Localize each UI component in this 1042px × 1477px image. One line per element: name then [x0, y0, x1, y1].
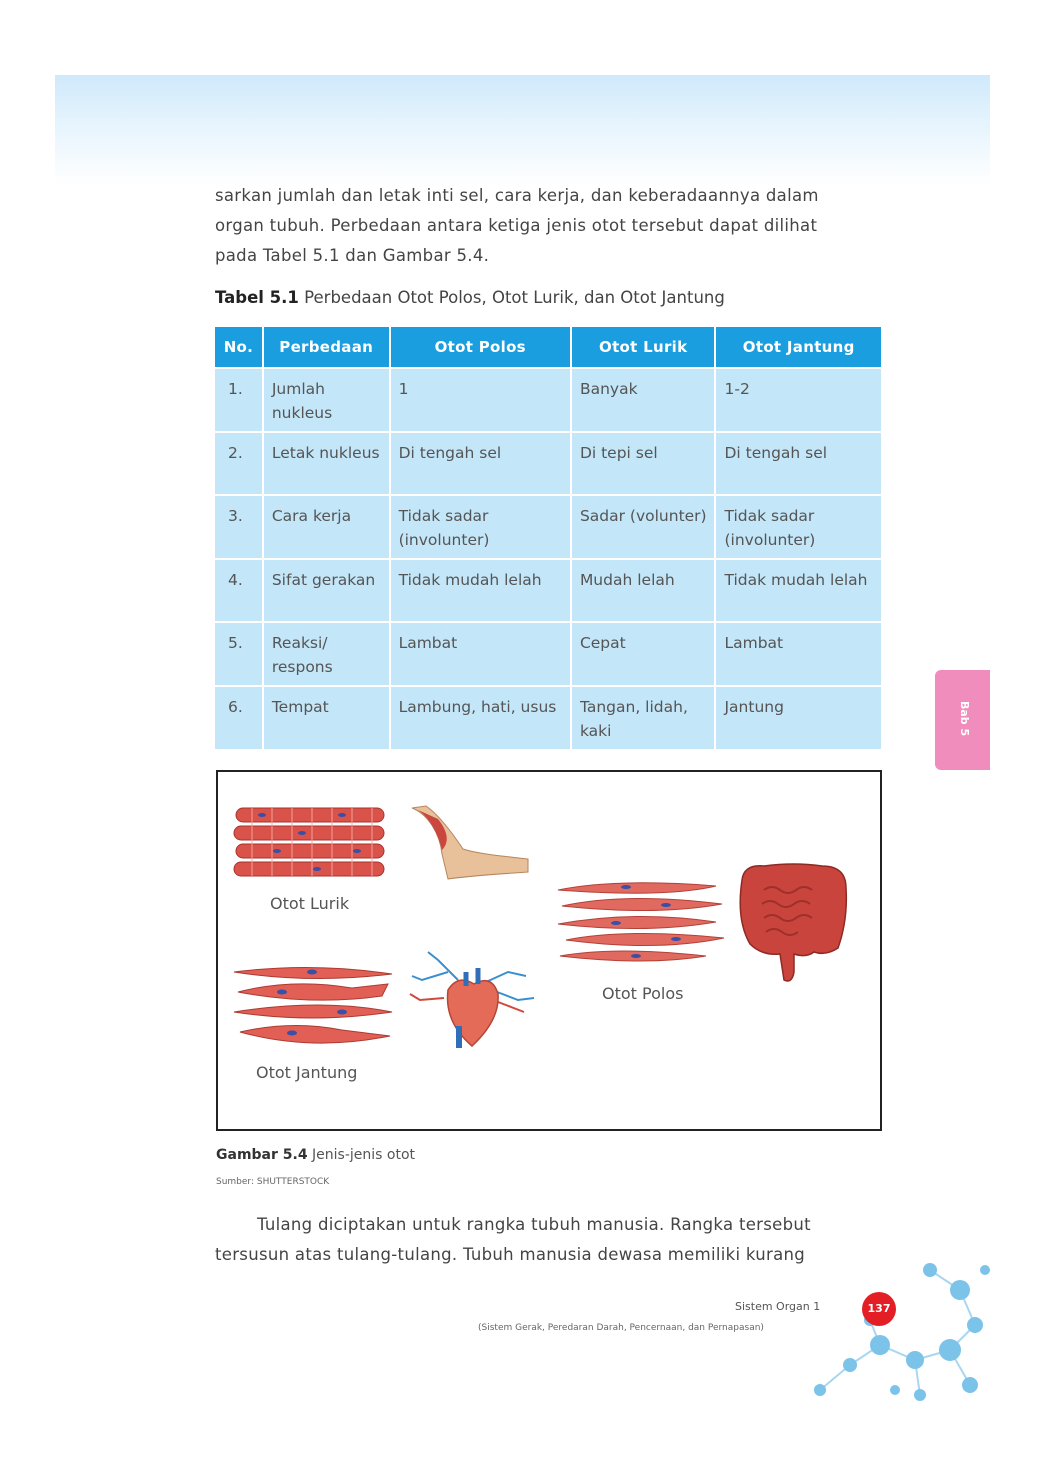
- heart-illustration: [408, 950, 538, 1055]
- cell-otot-polos: Di tengah sel: [391, 433, 570, 494]
- cell-otot-lurik: Di tepi sel: [572, 433, 715, 494]
- cell-otot-lurik: Cepat: [572, 623, 715, 685]
- figure-caption: [216, 1147, 415, 1163]
- chapter-tab: [935, 670, 990, 770]
- table-row: [215, 623, 881, 685]
- cell-otot-jantung: Di tengah sel: [716, 433, 881, 494]
- page-number: 137: [862, 1292, 896, 1326]
- table-row: [215, 496, 881, 558]
- table-row: [215, 560, 881, 621]
- cell-otot-jantung: Tidak sadar (involunter): [716, 496, 881, 558]
- cell-otot-lurik: Mudah lelah: [572, 560, 715, 621]
- smooth-muscle-illustration: [556, 876, 726, 968]
- cell-perbedaan: Jumlah nukleus: [264, 369, 389, 431]
- cell-otot-polos: Tidak mudah lelah: [391, 560, 570, 621]
- paragraph-line: pada Tabel 5.1 dan Gambar 5.4.: [215, 246, 490, 265]
- cell-no: 6.: [215, 687, 262, 749]
- cell-otot-lurik: Banyak: [572, 369, 715, 431]
- cell-perbedaan: Tempat: [264, 687, 389, 749]
- cell-no: 5.: [215, 623, 262, 685]
- figure-caption-label: Gambar 5.4: [216, 1147, 308, 1163]
- cell-otot-jantung: Lambat: [716, 623, 881, 685]
- cell-otot-jantung: Tidak mudah lelah: [716, 560, 881, 621]
- paragraph-line: Tulang diciptakan untuk rangka tubuh manusia. Rangka tersebut: [257, 1215, 811, 1234]
- intestine-illustration: [734, 860, 852, 985]
- figure-source: Sumber: SHUTTERSTOCK: [216, 1177, 330, 1187]
- header-otot-polos: Otot Polos: [391, 327, 570, 367]
- muscle-figure: [216, 770, 882, 1131]
- table-header-row: [215, 327, 881, 367]
- body-paragraph: [215, 1210, 882, 1270]
- table-row: [215, 433, 881, 494]
- cardiac-muscle-illustration: [232, 962, 394, 1054]
- table-row: [215, 369, 881, 431]
- footer-book-subtitle: (Sistem Gerak, Peredaran Darah, Pencernaan, dan Pernapasan): [478, 1323, 764, 1333]
- cell-perbedaan: Reaksi/ respons: [264, 623, 389, 685]
- table-caption: [215, 288, 725, 307]
- header-otot-jantung: Otot Jantung: [716, 327, 881, 367]
- paragraph-line: tersusun atas tulang-tulang. Tubuh manusia dewasa memiliki kurang: [215, 1245, 806, 1264]
- header-band: [55, 75, 990, 185]
- header-perbedaan: Perbedaan: [264, 327, 389, 367]
- table-row: [215, 687, 881, 749]
- cell-otot-polos: 1: [391, 369, 570, 431]
- footer-book-title: Sistem Organ 1: [735, 1300, 821, 1313]
- label-otot-jantung: Otot Jantung: [256, 1063, 358, 1082]
- cell-perbedaan: Sifat gerakan: [264, 560, 389, 621]
- striated-muscle-illustration: [232, 802, 388, 888]
- cell-otot-jantung: 1-2: [716, 369, 881, 431]
- arm-illustration: [408, 804, 533, 889]
- figure-caption-text: Jenis-jenis otot: [307, 1147, 415, 1163]
- molecule-decoration: [800, 1250, 1000, 1410]
- cell-perbedaan: Cara kerja: [264, 496, 389, 558]
- table-caption-label: Tabel 5.1: [215, 288, 299, 307]
- cell-otot-lurik: Tangan, lidah, kaki: [572, 687, 715, 749]
- cell-perbedaan: Letak nukleus: [264, 433, 389, 494]
- label-otot-polos: Otot Polos: [602, 984, 684, 1003]
- header-otot-lurik: Otot Lurik: [572, 327, 715, 367]
- header-no: No.: [215, 327, 262, 367]
- cell-otot-polos: Tidak sadar (involunter): [391, 496, 570, 558]
- paragraph-line: organ tubuh. Perbedaan antara ketiga jenis otot tersebut dapat dilihat: [215, 216, 818, 235]
- label-otot-lurik: Otot Lurik: [270, 894, 350, 913]
- cell-otot-jantung: Jantung: [716, 687, 881, 749]
- paragraph-line: sarkan jumlah dan letak inti sel, cara kerja, dan keberadaannya dalam: [215, 186, 819, 205]
- cell-otot-polos: Lambat: [391, 623, 570, 685]
- cell-no: 3.: [215, 496, 262, 558]
- cell-otot-polos: Lambung, hati, usus: [391, 687, 570, 749]
- comparison-table: [213, 325, 883, 751]
- cell-no: 1.: [215, 369, 262, 431]
- chapter-tab-label: Bab 5: [958, 701, 971, 737]
- cell-otot-lurik: Sadar (volunter): [572, 496, 715, 558]
- cell-no: 2.: [215, 433, 262, 494]
- intro-paragraph: [215, 181, 882, 271]
- table-caption-text: Perbedaan Otot Polos, Otot Lurik, dan Otot Jantung: [298, 288, 725, 307]
- cell-no: 4.: [215, 560, 262, 621]
